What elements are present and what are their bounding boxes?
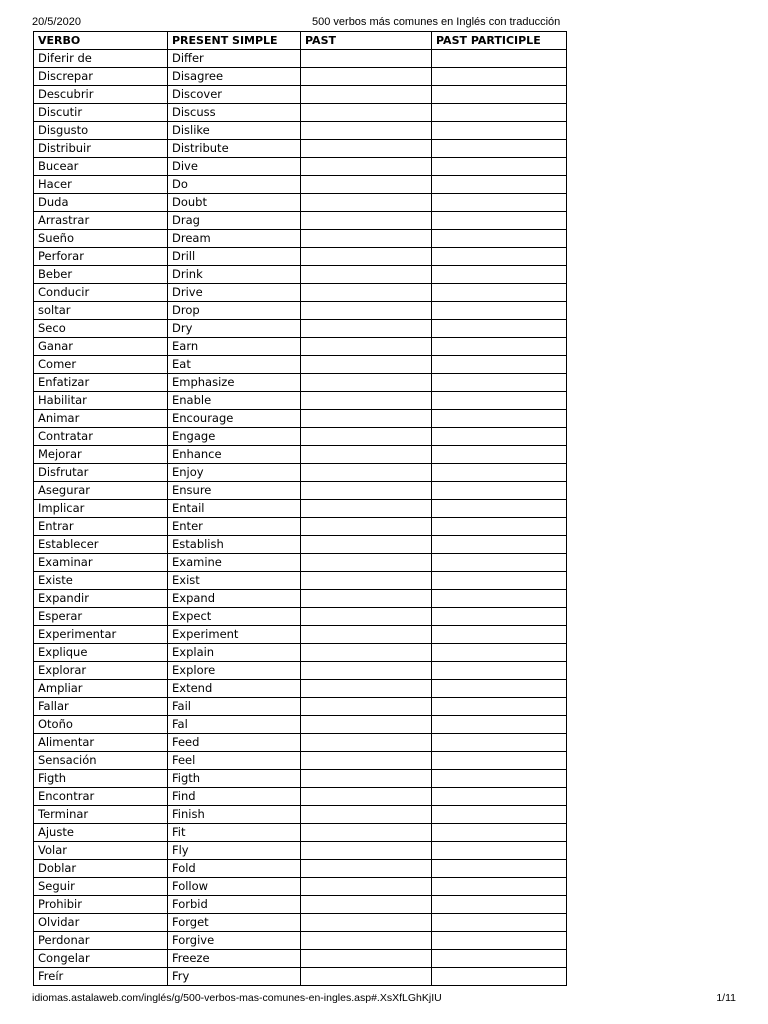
table-row <box>34 302 567 320</box>
cell-verbo: Perdonar <box>34 932 168 950</box>
cell-past-participle <box>432 824 567 842</box>
cell-past-participle <box>432 968 567 986</box>
cell-verbo: Sensación <box>34 752 168 770</box>
cell-verbo: Disgusto <box>34 122 168 140</box>
cell-past <box>301 644 432 662</box>
cell-verbo: Otoño <box>34 716 168 734</box>
cell-present-simple: Follow <box>168 878 301 896</box>
cell-present-simple: Drop <box>168 302 301 320</box>
cell-verbo: Enfatizar <box>34 374 168 392</box>
cell-past <box>301 248 432 266</box>
cell-verbo: Contratar <box>34 428 168 446</box>
cell-past <box>301 752 432 770</box>
cell-past <box>301 50 432 68</box>
table-row <box>34 896 567 914</box>
table-row <box>34 500 567 518</box>
cell-past-participle <box>432 716 567 734</box>
cell-past <box>301 194 432 212</box>
cell-verbo: Duda <box>34 194 168 212</box>
cell-past-participle <box>432 212 567 230</box>
table-row <box>34 248 567 266</box>
cell-present-simple: Ensure <box>168 482 301 500</box>
cell-verbo: Perforar <box>34 248 168 266</box>
cell-past-participle <box>432 608 567 626</box>
cell-verbo: Beber <box>34 266 168 284</box>
cell-present-simple: Disagree <box>168 68 301 86</box>
cell-past <box>301 356 432 374</box>
table-row <box>34 968 567 986</box>
cell-verbo: Discrepar <box>34 68 168 86</box>
cell-past-participle <box>432 914 567 932</box>
table-row <box>34 50 567 68</box>
cell-verbo: Mejorar <box>34 446 168 464</box>
cell-past <box>301 626 432 644</box>
cell-past-participle <box>432 860 567 878</box>
cell-verbo: Encontrar <box>34 788 168 806</box>
cell-past <box>301 590 432 608</box>
table-header-row <box>34 32 567 50</box>
cell-verbo: Existe <box>34 572 168 590</box>
table-row <box>34 824 567 842</box>
cell-past <box>301 176 432 194</box>
cell-past-participle <box>432 122 567 140</box>
table-row <box>34 392 567 410</box>
cell-past <box>301 896 432 914</box>
cell-past <box>301 824 432 842</box>
cell-past-participle <box>432 572 567 590</box>
cell-past-participle <box>432 320 567 338</box>
table-row <box>34 590 567 608</box>
print-header <box>32 16 736 32</box>
cell-past <box>301 518 432 536</box>
print-date: 20/5/2020 <box>32 16 81 28</box>
cell-present-simple: Find <box>168 788 301 806</box>
cell-present-simple: Emphasize <box>168 374 301 392</box>
cell-verbo: Arrastrar <box>34 212 168 230</box>
cell-present-simple: Enter <box>168 518 301 536</box>
cell-present-simple: Distribute <box>168 140 301 158</box>
table-row <box>34 194 567 212</box>
cell-present-simple: Extend <box>168 680 301 698</box>
cell-past-participle <box>432 644 567 662</box>
cell-past-participle <box>432 176 567 194</box>
cell-present-simple: Feed <box>168 734 301 752</box>
cell-past-participle <box>432 770 567 788</box>
cell-verbo: Seguir <box>34 878 168 896</box>
table-row <box>34 860 567 878</box>
cell-past-participle <box>432 590 567 608</box>
cell-present-simple: Enhance <box>168 446 301 464</box>
cell-past <box>301 842 432 860</box>
cell-past <box>301 608 432 626</box>
cell-verbo: Establecer <box>34 536 168 554</box>
cell-past <box>301 554 432 572</box>
table-row <box>34 338 567 356</box>
cell-present-simple: Forbid <box>168 896 301 914</box>
verbs-table <box>33 31 567 986</box>
cell-past-participle <box>432 104 567 122</box>
cell-past <box>301 482 432 500</box>
cell-verbo: Conducir <box>34 284 168 302</box>
document-title: 500 verbos más comunes en Inglés con traducción <box>312 16 561 28</box>
column-header-present-simple: PRESENT SIMPLE <box>168 32 301 50</box>
table-row <box>34 176 567 194</box>
cell-past <box>301 428 432 446</box>
column-header-past-participle: PAST PARTICIPLE <box>432 32 567 50</box>
cell-past-participle <box>432 518 567 536</box>
cell-present-simple: Fit <box>168 824 301 842</box>
table-row <box>34 734 567 752</box>
cell-present-simple: Establish <box>168 536 301 554</box>
cell-present-simple: Feel <box>168 752 301 770</box>
table-row <box>34 410 567 428</box>
cell-present-simple: Fly <box>168 842 301 860</box>
source-url: idiomas.astalaweb.com/inglés/g/500-verbos-mas-comunes-en-ingles.asp#.XsXfLGhKjIU <box>32 992 442 1004</box>
table-row <box>34 446 567 464</box>
cell-present-simple: Fry <box>168 968 301 986</box>
table-row <box>34 752 567 770</box>
cell-past <box>301 230 432 248</box>
cell-verbo: Figth <box>34 770 168 788</box>
page-number: 1/11 <box>716 992 736 1004</box>
cell-verbo: Bucear <box>34 158 168 176</box>
cell-past <box>301 122 432 140</box>
table-row <box>34 320 567 338</box>
cell-present-simple: Forgive <box>168 932 301 950</box>
cell-present-simple: Enable <box>168 392 301 410</box>
table-row <box>34 158 567 176</box>
cell-verbo: Hacer <box>34 176 168 194</box>
cell-present-simple: Expect <box>168 608 301 626</box>
cell-past <box>301 878 432 896</box>
cell-verbo: Disfrutar <box>34 464 168 482</box>
cell-past-participle <box>432 230 567 248</box>
cell-present-simple: Dislike <box>168 122 301 140</box>
cell-past <box>301 788 432 806</box>
cell-past-participle <box>432 194 567 212</box>
cell-present-simple: Experiment <box>168 626 301 644</box>
cell-verbo: Examinar <box>34 554 168 572</box>
cell-verbo: Habilitar <box>34 392 168 410</box>
table-row <box>34 626 567 644</box>
cell-past <box>301 212 432 230</box>
cell-past-participle <box>432 626 567 644</box>
table-row <box>34 374 567 392</box>
table-row <box>34 878 567 896</box>
cell-past-participle <box>432 932 567 950</box>
table-body <box>34 50 567 986</box>
cell-past-participle <box>432 734 567 752</box>
cell-past-participle <box>432 680 567 698</box>
cell-past <box>301 320 432 338</box>
cell-verbo: Ajuste <box>34 824 168 842</box>
cell-past <box>301 86 432 104</box>
cell-past-participle <box>432 140 567 158</box>
table-row <box>34 914 567 932</box>
cell-present-simple: Eat <box>168 356 301 374</box>
cell-present-simple: Figth <box>168 770 301 788</box>
cell-past <box>301 284 432 302</box>
cell-verbo: Fallar <box>34 698 168 716</box>
cell-verbo: Descubrir <box>34 86 168 104</box>
cell-verbo: Doblar <box>34 860 168 878</box>
cell-past-participle <box>432 464 567 482</box>
table-row <box>34 770 567 788</box>
cell-past-participle <box>432 86 567 104</box>
cell-past <box>301 806 432 824</box>
cell-present-simple: Dry <box>168 320 301 338</box>
cell-past-participle <box>432 68 567 86</box>
cell-verbo: Alimentar <box>34 734 168 752</box>
table-row <box>34 932 567 950</box>
cell-past <box>301 662 432 680</box>
cell-past <box>301 302 432 320</box>
cell-present-simple: Explore <box>168 662 301 680</box>
cell-verbo: Explorar <box>34 662 168 680</box>
cell-verbo: Terminar <box>34 806 168 824</box>
cell-past <box>301 968 432 986</box>
table-row <box>34 266 567 284</box>
cell-present-simple: Discover <box>168 86 301 104</box>
cell-past <box>301 770 432 788</box>
table-row <box>34 230 567 248</box>
cell-past <box>301 338 432 356</box>
cell-present-simple: Fail <box>168 698 301 716</box>
table-row <box>34 788 567 806</box>
cell-verbo: Discutir <box>34 104 168 122</box>
cell-past <box>301 374 432 392</box>
cell-past <box>301 536 432 554</box>
table-row <box>34 662 567 680</box>
cell-verbo: Explique <box>34 644 168 662</box>
table-row <box>34 806 567 824</box>
cell-past-participle <box>432 536 567 554</box>
cell-verbo: Animar <box>34 410 168 428</box>
cell-verbo: Asegurar <box>34 482 168 500</box>
cell-present-simple: Engage <box>168 428 301 446</box>
cell-verbo: Ampliar <box>34 680 168 698</box>
print-footer <box>32 992 736 1008</box>
cell-past-participle <box>432 752 567 770</box>
cell-past <box>301 932 432 950</box>
cell-present-simple: Enjoy <box>168 464 301 482</box>
cell-present-simple: Forget <box>168 914 301 932</box>
cell-past-participle <box>432 266 567 284</box>
cell-verbo: Ganar <box>34 338 168 356</box>
cell-past-participle <box>432 392 567 410</box>
cell-verbo: Entrar <box>34 518 168 536</box>
cell-verbo: Sueño <box>34 230 168 248</box>
table-row <box>34 284 567 302</box>
table-row <box>34 536 567 554</box>
cell-verbo: Implicar <box>34 500 168 518</box>
cell-past-participle <box>432 428 567 446</box>
cell-present-simple: Do <box>168 176 301 194</box>
table-row <box>34 842 567 860</box>
cell-past-participle <box>432 878 567 896</box>
table-row <box>34 212 567 230</box>
cell-past-participle <box>432 284 567 302</box>
cell-past-participle <box>432 374 567 392</box>
cell-past-participle <box>432 554 567 572</box>
cell-past <box>301 392 432 410</box>
cell-past <box>301 68 432 86</box>
cell-verbo: Olvidar <box>34 914 168 932</box>
cell-past-participle <box>432 356 567 374</box>
table-row <box>34 608 567 626</box>
cell-past-participle <box>432 842 567 860</box>
table-row <box>34 464 567 482</box>
cell-present-simple: Expand <box>168 590 301 608</box>
cell-past-participle <box>432 500 567 518</box>
table-row <box>34 698 567 716</box>
cell-present-simple: Examine <box>168 554 301 572</box>
cell-past <box>301 464 432 482</box>
cell-present-simple: Fal <box>168 716 301 734</box>
cell-present-simple: Discuss <box>168 104 301 122</box>
cell-verbo: Freír <box>34 968 168 986</box>
cell-verbo: Congelar <box>34 950 168 968</box>
table-row <box>34 950 567 968</box>
table-row <box>34 428 567 446</box>
cell-past-participle <box>432 338 567 356</box>
table-row <box>34 518 567 536</box>
cell-verbo: Volar <box>34 842 168 860</box>
cell-present-simple: Fold <box>168 860 301 878</box>
cell-present-simple: Encourage <box>168 410 301 428</box>
table-row <box>34 716 567 734</box>
cell-past-participle <box>432 50 567 68</box>
table-row <box>34 104 567 122</box>
cell-present-simple: Entail <box>168 500 301 518</box>
cell-past <box>301 572 432 590</box>
table-row <box>34 680 567 698</box>
cell-past <box>301 410 432 428</box>
cell-past <box>301 680 432 698</box>
cell-past <box>301 266 432 284</box>
table-row <box>34 122 567 140</box>
cell-verbo: soltar <box>34 302 168 320</box>
table-row <box>34 554 567 572</box>
cell-present-simple: Finish <box>168 806 301 824</box>
table-row <box>34 68 567 86</box>
cell-past <box>301 446 432 464</box>
cell-present-simple: Drill <box>168 248 301 266</box>
cell-verbo: Expandir <box>34 590 168 608</box>
cell-verbo: Seco <box>34 320 168 338</box>
cell-verbo: Comer <box>34 356 168 374</box>
cell-past-participle <box>432 788 567 806</box>
cell-present-simple: Dive <box>168 158 301 176</box>
cell-present-simple: Dream <box>168 230 301 248</box>
cell-verbo: Diferir de <box>34 50 168 68</box>
cell-present-simple: Earn <box>168 338 301 356</box>
cell-past-participle <box>432 896 567 914</box>
cell-present-simple: Drive <box>168 284 301 302</box>
cell-past-participle <box>432 698 567 716</box>
cell-past-participle <box>432 806 567 824</box>
cell-verbo: Prohibir <box>34 896 168 914</box>
cell-present-simple: Exist <box>168 572 301 590</box>
cell-past <box>301 158 432 176</box>
cell-past <box>301 500 432 518</box>
table-row <box>34 644 567 662</box>
cell-present-simple: Differ <box>168 50 301 68</box>
cell-past <box>301 734 432 752</box>
cell-past-participle <box>432 950 567 968</box>
cell-past-participle <box>432 248 567 266</box>
cell-past <box>301 914 432 932</box>
column-header-verbo: VERBO <box>34 32 168 50</box>
cell-past <box>301 698 432 716</box>
cell-past <box>301 716 432 734</box>
table-row <box>34 572 567 590</box>
table-row <box>34 140 567 158</box>
cell-past <box>301 860 432 878</box>
table-row <box>34 86 567 104</box>
table-row <box>34 356 567 374</box>
cell-past <box>301 140 432 158</box>
cell-present-simple: Drink <box>168 266 301 284</box>
cell-past <box>301 950 432 968</box>
cell-past <box>301 104 432 122</box>
cell-past-participle <box>432 446 567 464</box>
cell-past-participle <box>432 158 567 176</box>
cell-present-simple: Freeze <box>168 950 301 968</box>
cell-verbo: Esperar <box>34 608 168 626</box>
table-row <box>34 482 567 500</box>
cell-past-participle <box>432 410 567 428</box>
cell-verbo: Experimentar <box>34 626 168 644</box>
column-header-past: PAST <box>301 32 432 50</box>
cell-present-simple: Doubt <box>168 194 301 212</box>
cell-past-participle <box>432 482 567 500</box>
cell-past-participle <box>432 662 567 680</box>
cell-present-simple: Drag <box>168 212 301 230</box>
cell-verbo: Distribuir <box>34 140 168 158</box>
cell-present-simple: Explain <box>168 644 301 662</box>
cell-past-participle <box>432 302 567 320</box>
